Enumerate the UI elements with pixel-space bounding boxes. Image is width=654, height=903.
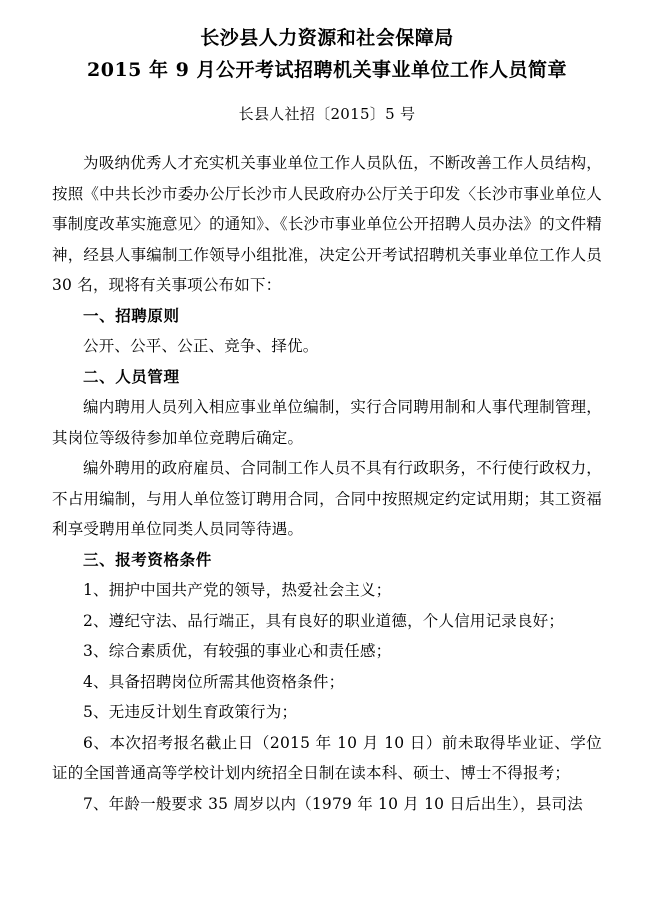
section-heading-3: 三、报考资格条件 [83, 549, 212, 569]
list-item-7: 7、年龄一般要求 35 周岁以内（1979 年 10 月 10 日后出生），县司法 [83, 794, 583, 813]
section-heading-1: 一、招聘原则 [83, 305, 180, 325]
paragraph-intro: 为吸纳优秀人才充实机关事业单位工作人员队伍，不断改善工作人员结构，按照《中共长沙市委办公厅长沙市人民政府办公厅关于印发〈长沙市事业单位人事制度改革实施意见〉的通知》、《长沙市事业单位公开招聘人员办法》的文件精神，经县人事编制工作领导小组批准，决定公开考试招聘机关事业单位工作人员 30 名，现将有关事项公布如下： [52, 154, 602, 294]
list-item-3: 3、综合素质优，有较强的事业心和责任感； [83, 642, 392, 660]
list-item-4: 4、具备招聘岗位所需其他资格条件； [83, 672, 345, 691]
document-title [52, 22, 602, 86]
document-number: 长县人社招〔2015〕5 号 [238, 105, 416, 123]
paragraph-internal-staff: 编内聘用人员列入相应事业单位编制，实行合同聘用制和人事代理制管理，其岗位等级待参加单位竞聘后确定。 [52, 398, 602, 447]
document-title-line-1: 长沙县人力资源和社会保障局 [200, 27, 454, 49]
list-item-5: 5、无违反计划生育政策行为； [83, 703, 298, 721]
list-item-2: 2、遵纪守法、品行端正，具有良好的职业道德，个人信用记录良好； [83, 611, 565, 630]
paragraph-external-staff: 编外聘用的政府雇员、合同制工作人员不具有行政职务，不行使行政权力，不占用编制，与用人单位签订聘用合同，合同中按照规定约定试用期；其工资福利享受聘用单位同类人员同等待遇。 [52, 459, 602, 538]
list-item-1: 1、拥护中国共产党的领导，热爱社会主义； [83, 581, 392, 599]
document-title-line-2: 2015 年 9 月公开考试招聘机关事业单位工作人员简章 [87, 59, 567, 81]
paragraph-principles: 公开、公平、公正、竞争、择优。 [83, 337, 319, 355]
list-item-6: 6、本次招考报名截止日（2015 年 10 月 10 日）前未取得毕业证、学位证的全国普通高等学校计划内统招全日制在读本科、硕士、博士不得报考； [52, 733, 602, 782]
document-body [52, 148, 602, 819]
section-heading-2: 二、人员管理 [83, 366, 180, 386]
